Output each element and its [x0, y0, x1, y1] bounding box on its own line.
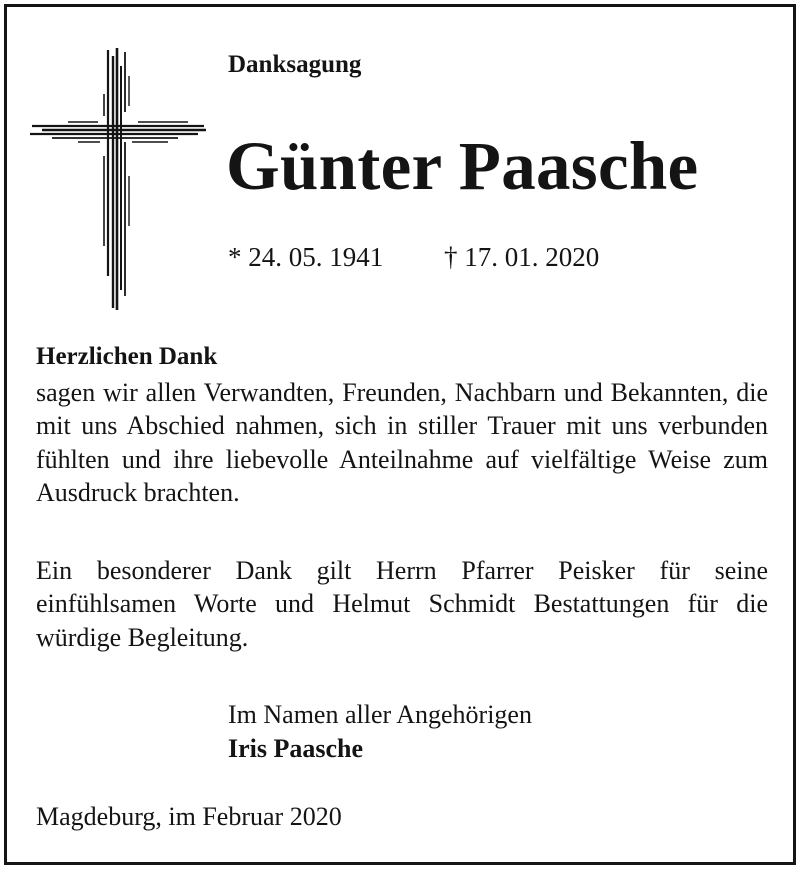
signer-name: Iris Paasche — [228, 734, 364, 763]
deceased-name: Günter Paasche — [226, 128, 699, 204]
thanks-title: Herzlichen Dank — [36, 343, 218, 370]
death-date: † 17. 01. 2020 — [444, 242, 600, 272]
cross-icon — [28, 46, 210, 314]
notice-heading: Danksagung — [228, 51, 362, 78]
place-date: Magdeburg, im Februar 2020 — [36, 802, 342, 831]
thanks-paragraph-2: Ein besonderer Dank gilt Herrn Pfarrer Peisker für seine einfühlsamen Worte und Helmut Schmidt Bestattungen für die würdige Begleitung. — [36, 556, 768, 652]
thanks-paragraph-1: sagen wir allen Verwandten, Freunden, Nachbarn und Bekannten, die mit uns Abschied nahmen, sich in stiller Trauer mit uns verbunden fühlten und ihre liebevolle Anteilnahme auf vielfältige Weise zum Ausdruck brachten. — [36, 378, 768, 507]
birth-date: * 24. 05. 1941 — [228, 242, 384, 272]
closing-line: Im Namen aller Angehörigen — [228, 700, 532, 729]
life-dates — [228, 240, 600, 274]
